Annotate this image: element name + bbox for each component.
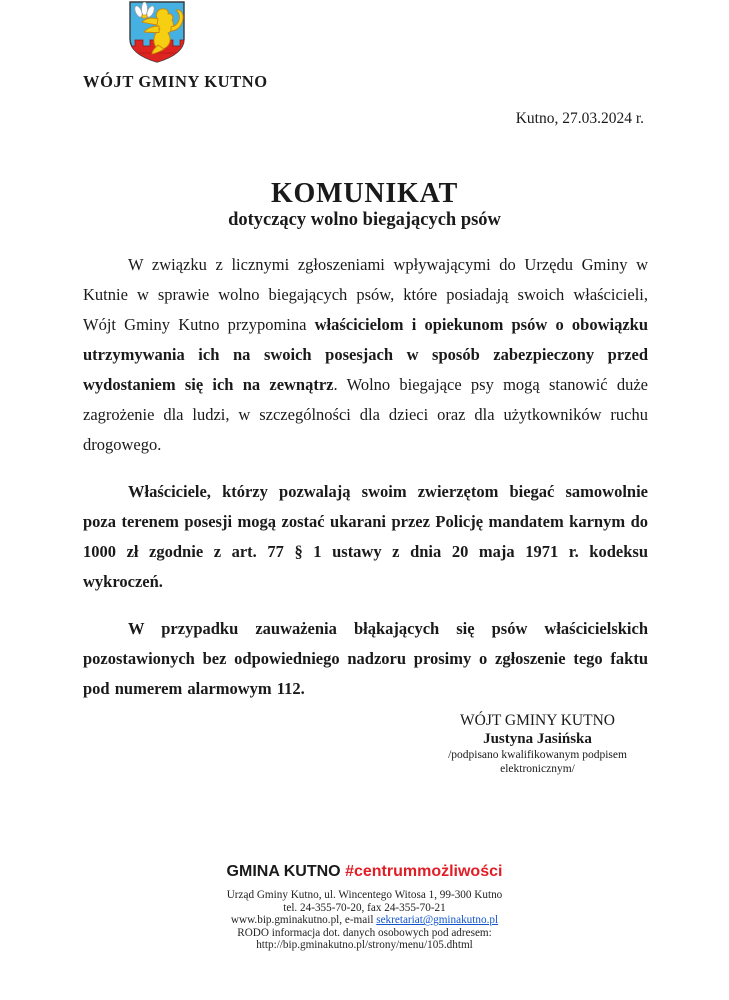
footer-email-link[interactable]: sekretariat@gminakutno.pl	[376, 914, 499, 927]
page-title: KOMUNIKAT	[270, 178, 459, 209]
footer-web-line	[0, 914, 729, 927]
org-name: WÓJT GMINY KUTNO	[83, 72, 268, 91]
footer-brand	[0, 862, 729, 881]
footer-brand-name: GMINA KUTNO	[226, 863, 341, 880]
paragraph-intro	[83, 250, 648, 460]
footer-rodo-line: RODO informacja dot. danych osobowych pod adresem:	[237, 926, 492, 939]
paragraph-intro-text: W związku z licznymi zgłoszeniami wpływającymi do Urzędu Gminy w Kutnie w sprawie wolno biegających psów, które posiadają swoich właścicieli, Wójt Gminy Kutno przypomina	[83, 255, 648, 334]
paragraph-intro-bold-text: właścicielom i opiekunom psów o obowiązku utrzymywania ich na swoich posesjach w sposób zabezpieczony przed wydostaniem się ich na zewnątrz	[83, 315, 648, 394]
gmina-kutno-coat-of-arms-icon	[128, 1, 186, 63]
paragraph-intro-text-end: . Wolno biegające psy mogą stanowić duże zagrożenie dla ludzi, w szczególności dla dzieci oraz dla użytkowników ruchu drogowego.	[83, 375, 649, 454]
paragraph-report: W przypadku zauważenia błąkających się psów właścicielskich pozostawionych bez odpowiedniego nadzoru prosimy o zgłoszenie tego faktu pod numerem alarmowym 112.	[83, 619, 648, 698]
page-subtitle: dotyczący wolno biegających psów	[228, 210, 501, 230]
signature-name: Justyna Jasińska	[483, 731, 592, 747]
footer-web-prefix: www.bip.gminakutno.pl, e-mail	[230, 914, 377, 927]
footer	[0, 862, 729, 952]
paragraph-penalty: Właściciele, którzy pozwalają swoim zwierzętom biegać samowolnie poza terenem posesji mogą zostać ukarani przez Policję mandatem karnym do 1000 zł zgodnie z art. 77 § 1 ustawy z dnia 20 maja 1971 r. kodeksu wykroczeń.	[83, 482, 648, 591]
document-body	[83, 250, 648, 721]
footer-address-line: Urząd Gminy Kutno, ul. Wincentego Witosa 1, 99-300 Kutno	[226, 889, 503, 901]
document-date: Kutno, 27.03.2024 r.	[515, 110, 644, 127]
signature-title: WÓJT GMINY KUTNO	[460, 712, 615, 729]
footer-rodo-url: http://bip.gminakutno.pl/strony/menu/105.dhtml	[256, 939, 473, 952]
footer-phone-line: tel. 24-355-70-20, fax 24-355-70-21	[283, 901, 446, 914]
footer-address	[0, 889, 729, 952]
signature-block	[415, 712, 660, 776]
signature-note: /podpisano kwalifikowanym podpisem elektronicznym/	[448, 749, 627, 775]
footer-brand-hashtag: #centrummożliwości	[345, 863, 503, 880]
